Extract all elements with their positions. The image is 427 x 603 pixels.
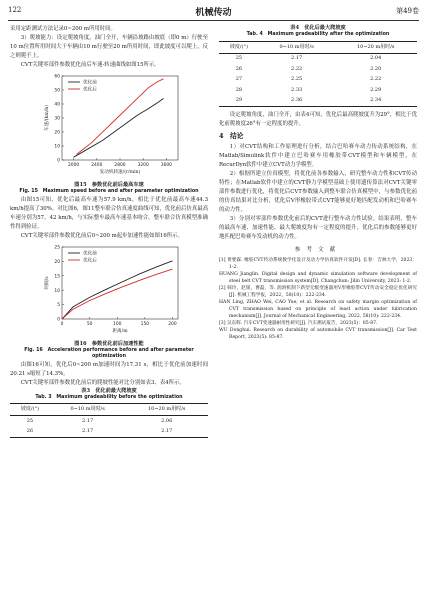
y-tick-label: 60	[54, 74, 60, 80]
reference-text: 韩玲，赵银，曹磊，等. 润滑机制下新型无级变速器用V形橡胶带CVT传动安全稳定优化研究[J]. 机械工程学报，2022，58(10)：222-234.	[227, 286, 417, 298]
table-cell: 2.17	[291, 55, 303, 61]
table-cell: 2.04	[370, 55, 382, 61]
paragraph: 1）对CVT结构和工作原理进行分析，结合巴哈赛车动力传动系统结构，在Matlab/Simulink软件中建立巴哈赛车用橡胶带CVT模型和车辆模型，在RecurDyn软件中建立CVT动力学模型。	[219, 144, 417, 168]
volume-label: 第49卷	[396, 7, 419, 15]
y-tick-label: 0	[57, 317, 60, 323]
table-cell: 2.34	[334, 96, 417, 107]
table-cell: 27	[235, 76, 243, 82]
paragraph: 由图15可知，优化后最高车速为57.9 km/h，相比于优化前最高车速44.3 km/h提高了30%。对比图6，图11整车联合仿真速度曲线可知，优化前后仿真最高车速分别为57、42 km/h，与实际整车最高车速基本吻合，整车联合仿真模型准确性得到验证。	[10, 196, 208, 230]
series-line-after	[62, 269, 173, 319]
figure-caption-en: Fig. 15 Maximum speed before and after parameter optimization	[19, 189, 199, 194]
reference-item	[219, 271, 417, 285]
table-cell: 26	[235, 65, 243, 72]
x-tick-label: 2400	[91, 163, 103, 168]
table-row	[219, 75, 417, 86]
paragraph: 3）爬坡能力：设定爬坡角度，油门全开，车辆沿坡路由坡底（即0 m）行驶至10 m位置所用时间大于车辆由10 m行驶至20 m所用时间，即此坡度可以爬上，反之则爬不上。	[10, 35, 208, 59]
x-axis-label: 距离/m	[112, 328, 128, 334]
table-caption-en: Tab. 4 Maximum gradeability after the optimization	[246, 32, 390, 37]
reference-item	[219, 299, 417, 320]
figure-caption: 图16 参数优化前后加速性能	[74, 340, 144, 347]
table-header: 坡度/(°)	[219, 41, 259, 53]
x-tick-label: 50	[86, 321, 93, 327]
table-row	[10, 427, 208, 438]
y-tick-label: 40	[54, 102, 60, 108]
legend-label: 优化前	[83, 251, 97, 257]
reference-text: 吴东辉. 汽车CVT变速器耐用性研究[J]. 汽车测试报告，2023(5)：85-87.	[226, 321, 378, 326]
table-cell: 2.17	[50, 427, 126, 438]
table-4	[219, 41, 417, 108]
journal-title: 机械传动	[195, 8, 232, 18]
y-tick-label: 20	[54, 130, 60, 136]
paragraph: 由图16可知，优化后0~200 m加速时间为17.31 s，相比于优化前加速时间20.21 s缩短了14.3%。	[10, 361, 208, 377]
table-row	[219, 85, 417, 96]
y-tick-label: 0	[57, 158, 60, 164]
table-3	[10, 403, 208, 438]
table-row	[219, 53, 417, 64]
table-cell: 2.22	[370, 76, 382, 82]
right-column	[219, 25, 417, 341]
reference-item	[219, 327, 417, 341]
table-header: 0~10 m用时/s	[50, 404, 126, 416]
paragraph: CVT关键零部件参数优化前后0~200 m起步加速性能如图16所示。	[20, 232, 183, 239]
table-caption: 表3 优化前最大爬坡度	[81, 387, 137, 394]
paragraph: CVT关键零部件参数优化前后车速-转速曲线如图15所示。	[20, 62, 160, 68]
x-tick-label: 2800	[114, 163, 126, 168]
paragraph: CVT关键零部件参数优化前后的爬坡性能对比分别如表3、表4所示。	[20, 379, 185, 386]
series-line-before	[74, 98, 164, 157]
table-cell: 2.17	[82, 417, 94, 424]
y-tick-label: 25	[54, 245, 60, 251]
table-cell: 2.22	[291, 65, 303, 72]
reference-text: HUANG Jianglin. Digital design and dynamic simulation software development of steel belt CVT transmission system[D]. Changchun: Jilin University, 2023: 1-2.	[219, 272, 417, 284]
chart-fig16	[34, 243, 184, 339]
y-tick-label: 10	[54, 288, 60, 294]
left-column	[10, 25, 208, 438]
x-tick-label: 3600	[160, 163, 172, 168]
x-tick-label: 0	[60, 321, 64, 327]
reference-text: WU Donghui. Research on durability of automobile CVT transmission[J]. Car Test Report, 2023(5): 85-87.	[219, 328, 417, 340]
reference-text: HAN Ling, ZHAO Wei, CAO Yue, et al. Research on safety margin optimization of CVT transmission based on principle of least action under lubrication mechanism[J]. Journal of Mechanical Engineering, 2022, 58(10): 222-234.	[219, 300, 417, 319]
y-tick-label: 10	[54, 144, 60, 150]
figure-15	[10, 72, 208, 180]
x-tick-label: 100	[113, 321, 122, 327]
header-rule	[8, 20, 419, 21]
legend-label: 优化后	[83, 258, 97, 264]
table-cell: 2.36	[259, 96, 335, 107]
figure-16	[10, 243, 208, 339]
reference-list	[219, 257, 417, 341]
x-axis-label: 发动机转速/(r/min)	[99, 170, 141, 175]
table-row	[219, 96, 417, 107]
reference-number: [1]	[219, 258, 226, 263]
y-tick-label: 5	[57, 302, 60, 308]
y-axis-label: 车速/(km/h)	[45, 105, 50, 131]
reference-item	[219, 320, 417, 327]
table-header: 0~10 m用时/s	[259, 41, 335, 53]
table-header: 10~20 m用时/s	[334, 41, 417, 53]
y-tick-label: 15	[54, 273, 60, 279]
page-header	[8, 6, 419, 20]
reference-item	[219, 285, 417, 299]
y-tick-label: 50	[54, 88, 60, 94]
legend-label: 优化前	[83, 80, 97, 86]
x-tick-label: 200	[168, 321, 177, 327]
table-row	[10, 416, 208, 427]
table-cell: 2.20	[370, 65, 382, 72]
chart-fig15	[34, 72, 184, 180]
x-tick-label: 150	[140, 321, 150, 327]
paragraph: 2）根据所建立仿真模型，将优化前各参数输入，研究整车动力性和CVT传动特性；在Matlab软件中建立的CVT静力学模型基础上使用遗传算法对CVT关键零部件参数进行优化，将优化后CVT参数输入到整车联合仿真模型中，与参数优化前的仿真结果对比分析，优化后V形橡胶带式CVT能够更好地匹配发动机和巴哈赛车的动力性。	[219, 171, 417, 213]
table-cell: 2.06	[161, 417, 173, 424]
page-number: 122	[8, 6, 22, 14]
y-axis-label: 时间/s	[45, 275, 50, 290]
table-cell: 2.25	[291, 76, 303, 82]
section-heading: 4 结论	[219, 132, 244, 140]
table-cell: 2.17	[125, 427, 208, 438]
table-cell: 26	[10, 427, 50, 438]
table-header: 坡度/(°)	[10, 404, 50, 416]
table-cell: 2.29	[370, 86, 382, 93]
figure-caption-en: Fig. 16 Acceleration performance before and after parameter optimization	[24, 347, 194, 359]
paragraph: 采用定距测试方法记录0~200 m所用时间。	[10, 26, 116, 32]
reference-item	[219, 257, 417, 271]
y-tick-label: 20	[54, 259, 60, 265]
table-caption-en: Tab. 3 Maximum gradeability before the optimization	[35, 394, 183, 400]
series-line-before	[62, 260, 173, 318]
table-header: 10~20 m用时/s	[125, 404, 208, 416]
table-cell: 28	[235, 86, 243, 93]
y-tick-label: 30	[54, 116, 60, 122]
references-heading: 参考文献	[294, 247, 342, 253]
table-caption: 表4 优化后最大爬坡度	[290, 25, 346, 31]
legend-label: 优化后	[83, 87, 97, 93]
reference-number: [2]	[219, 286, 226, 291]
table-cell: 25	[235, 55, 243, 61]
paragraph: 设定爬坡角度，油门全开，由表4可知，优化后最高爬坡度升为29°，相比于优化前爬坡度26°有一定程度的提升。	[219, 112, 417, 127]
figure-caption: 图15 参数优化前后最高车速	[74, 182, 144, 188]
reference-number: [3]	[219, 321, 226, 326]
x-tick-label: 2000	[68, 163, 80, 168]
table-cell: 29	[219, 96, 259, 107]
reference-text: 黄要霖. 橡胶CVT传动系统数学化设计及动力学仿真软件开发[D]. 长春：吉林大学，2023：1-2.	[227, 258, 417, 270]
paragraph: 3）分别对零部件参数优化前后的CVT进行整车动力性试验。结果表明，整车的最高车速、加速性能、最大爬坡度均有一定程度的提升，优化后的参数能够更好地匹配巴哈赛车发动机的动力性。	[219, 216, 417, 240]
table-row	[219, 64, 417, 75]
table-cell: 25	[26, 417, 34, 424]
x-tick-label: 3200	[137, 163, 149, 168]
table-cell: 2.33	[291, 86, 303, 93]
